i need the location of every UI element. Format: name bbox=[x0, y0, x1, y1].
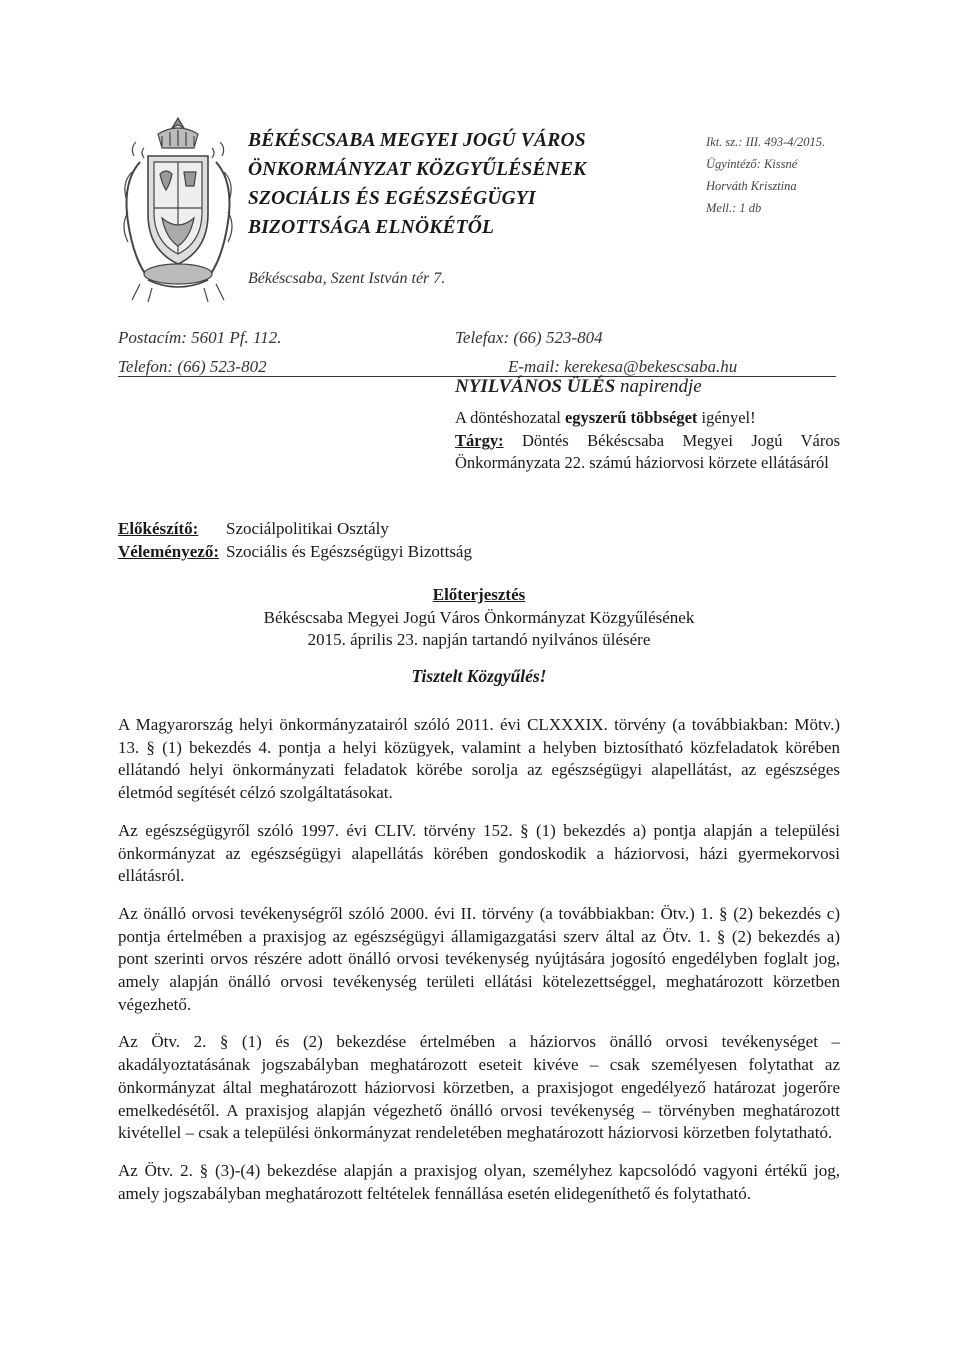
fax: Telefax: (66) 523-804 bbox=[455, 328, 603, 347]
proposal-line: 2015. április 23. napján tartandó nyilvános ülésére bbox=[307, 630, 651, 649]
paragraph: A Magyarország helyi önkormányzatairól szóló 2011. évi CLXXXIX. törvény (a továbbiakban: Mötv.) 13. § (1) bekezdés 4. pontja a helyi közügyek, valamint a helyben biztosítható közfeladatok körében ellátandó helyi önkormányzati feladatok körébe sorolja az egészségügyi alapellátást, az egészséges életmód segítését célzó szolgáltatásokat. bbox=[118, 715, 840, 803]
issuer-title-line: ÖNKORMÁNYZAT KÖZGYŰLÉSÉNEK bbox=[248, 159, 587, 180]
issuer-address: Békéscsaba, Szent István tér 7. bbox=[248, 270, 446, 287]
paragraph: Az egészségügyről szóló 1997. évi CLIV. törvény 152. § (1) bekezdés a) pontja alapján a települési önkormányzat az egészségügyi alapellátás körében gondoskodik a háziorvosi, házi gyermekorvosi ellátásról. bbox=[118, 820, 840, 886]
issuer-title-line: BÉKÉSCSABA MEGYEI JOGÚ VÁROS bbox=[248, 130, 586, 151]
phone: Telefon: (66) 523-802 bbox=[118, 357, 267, 376]
reviewer-value: Szociális és Egészségügyi Bizottság bbox=[226, 541, 472, 561]
proposal-line: Békéscsaba Megyei Jogú Város Önkormányzat Közgyűlésének bbox=[263, 607, 695, 627]
proposal-title: Előterjesztés bbox=[432, 585, 526, 604]
paragraph: Az önálló orvosi tevékenységről szóló 2000. évi II. törvény (a továbbiakban: Ötv.) 1. § (2) bekezdés c) pontja értelmében a praxisjog az egészségügyi államigazgatási szerv által az Ötv. 1. § (2) bekezdés a) pont szerinti orvos részére adott önálló orvosi tevékenység nyújtására jogosító engedélyben foglalt jog, amely alapján önálló orvosi tevékenység területi ellátási kötelezettséggel, meghatározott körzetben végezhető. bbox=[118, 903, 840, 1014]
reference-block bbox=[706, 131, 836, 219]
email-link[interactable]: E-mail: kerekesa@bekescsaba.hu bbox=[508, 357, 738, 376]
subject-text: Döntés Békéscsaba Megyei Jogú Város Önkormányzata 22. számú háziorvosi körzete ellátásáról bbox=[455, 430, 840, 472]
preparer-label: Előkészítő: bbox=[118, 519, 199, 538]
paragraph: Az Ötv. 2. § (3)-(4) bekezdése alapján a praxisjog olyan, személyhez kapcsolódó vagyoni értékű jog, amely jogszabályban meghatározott feltételek fennállása esetén elidegeníthető és folytatható. bbox=[118, 1160, 840, 1203]
postal-address: Postacím: 5601 Pf. 112. bbox=[118, 328, 282, 347]
coat-of-arms-icon bbox=[118, 112, 238, 308]
issuer-title-line: BIZOTTSÁGA ELNÖKÉTŐL bbox=[248, 217, 495, 238]
meeting-type-suffix: napirendje bbox=[615, 376, 702, 397]
reviewer-label: Véleményező: bbox=[118, 541, 220, 561]
attachments: Mell.: 1 db bbox=[706, 201, 762, 215]
case-officer: Ügyintéző: Kissné Horváth Krisztina bbox=[706, 157, 798, 193]
preparation-block bbox=[118, 518, 472, 563]
reviewer-row bbox=[118, 541, 472, 564]
ref-number: Ikt. sz.: III. 493-4/2015. bbox=[706, 135, 826, 149]
meeting-type bbox=[455, 376, 702, 398]
subject-label: Tárgy: bbox=[455, 430, 504, 450]
preparer-value: Szociálpolitikai Osztály bbox=[226, 519, 389, 538]
issuer-title bbox=[248, 126, 586, 242]
preparer-row bbox=[118, 518, 472, 541]
vote-type: egyszerű többséget bbox=[564, 408, 698, 427]
meeting-type-label: NYILVÁNOS ÜLÉS bbox=[455, 376, 616, 397]
agenda-info bbox=[455, 407, 840, 475]
body-text bbox=[118, 714, 840, 1220]
proposal-heading bbox=[118, 584, 840, 652]
salutation: Tisztelt Közgyűlés! bbox=[411, 666, 547, 686]
paragraph: Az Ötv. 2. § (1) és (2) bekezdése értelmében a háziorvos önálló orvosi tevékenységet – akadályoztatásának jogszabályban meghatározott eseteit kivéve – csak személyesen folytathat az önkormányzat által meghatározott háziorvosi körzetben, a praxisjogot engedélyező határozat jogerőre emelkedésétől. A praxisjog alapján végezhető önálló orvosi tevékenység – törvényben meghatározott kivétellel – csak a települési önkormányzat rendeletében meghatározott háziorvosi körzetben folytatható. bbox=[118, 1032, 840, 1143]
subject bbox=[455, 430, 840, 475]
vote-requirement: A döntéshozatal egyszerű többséget igényel! bbox=[455, 408, 756, 427]
issuer-title-line: SZOCIÁLIS ÉS EGÉSZSÉGÜGYI bbox=[248, 188, 536, 209]
